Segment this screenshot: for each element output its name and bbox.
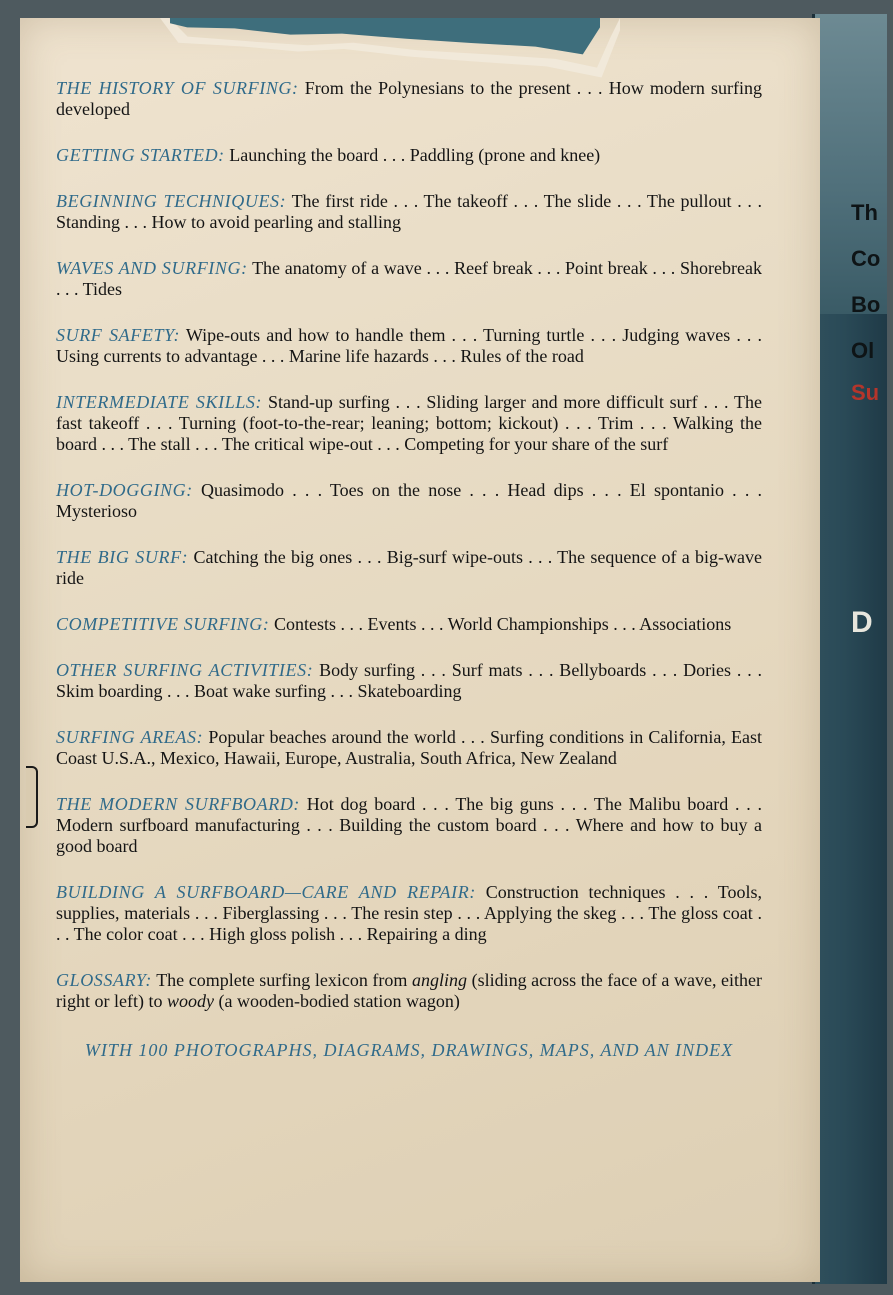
entry-heading: GETTING STARTED: — [56, 145, 225, 165]
entry-heading: WAVES AND SURFING: — [56, 258, 248, 278]
entry-text: Popular beaches around the world . . . Surfing conditions in California, East Coast U.S.A., Mexico, Hawaii, Europe, Australia, South Africa, New Zealand — [56, 727, 763, 768]
book-spine — [812, 14, 887, 1284]
contents-entry — [56, 258, 762, 300]
entry-text: The complete surfing lexicon from — [156, 970, 408, 990]
contents-entry — [56, 614, 762, 635]
spine-letter: Co — [851, 246, 881, 271]
glossary-term: woody — [166, 991, 214, 1011]
entry-heading: BEGINNING TECHNIQUES: — [56, 191, 287, 211]
entry-text: (sliding across the face of a wave, either right or left) to — [56, 970, 763, 1011]
entry-text: Construction techniques . . . Tools, supplies, materials . . . Fiberglassing . . . The resin step . . . Applying the skeg . . . The gloss coat . . . The color coat . . . High gloss polish . . . Repairing a ding — [56, 882, 762, 944]
page-notch — [26, 766, 38, 828]
glossary-entry — [56, 970, 762, 1012]
contents-entry — [56, 794, 762, 857]
entry-text: Wipe-outs and how to handle them . . . Turning turtle . . . Judging waves . . . Using currents to advantage . . . Marine life hazards . . . Rules of the road — [56, 325, 762, 366]
contents-entry — [56, 78, 762, 120]
contents-entry — [56, 145, 762, 166]
entry-heading: OTHER SURFING ACTIVITIES: — [56, 660, 314, 680]
contents-entry — [56, 191, 762, 233]
entry-text: Launching the board . . . Paddling (prone and knee) — [229, 145, 601, 165]
contents-entry — [56, 660, 762, 702]
entry-text: (a wooden-bodied station wagon) — [218, 991, 460, 1011]
contents-entry — [56, 547, 762, 589]
spine-letter: Th — [851, 200, 878, 225]
entry-heading: INTERMEDIATE SKILLS: — [56, 392, 263, 412]
spine-letter: Bo — [851, 292, 881, 317]
entry-text: Catching the big ones . . . Big-surf wipe-outs . . . The sequence of a big-wave ride — [56, 547, 762, 588]
contents-entry — [56, 325, 762, 367]
contents-entry — [56, 882, 762, 945]
entry-heading: HOT-DOGGING: — [56, 480, 193, 500]
entry-text: Hot dog board . . . The big guns . . . The Malibu board . . . Modern surfboard manufacturing . . . Building the custom board . . . Where and how to buy a good board — [56, 794, 762, 856]
entry-heading: THE HISTORY OF SURFING: — [56, 78, 299, 98]
entry-heading: GLOSSARY: — [56, 970, 152, 990]
entry-heading: COMPETITIVE SURFING: — [56, 614, 270, 634]
spine-letter: D — [851, 606, 873, 639]
glossary-term: angling — [412, 970, 468, 990]
entry-text: From the Polynesians to the present . . . How modern surfing developed — [56, 78, 763, 119]
entry-text: Stand-up surfing . . . Sliding larger and more difficult surf . . . The fast takeoff . . . Turning (foot-to-the-rear; leaning; bottom; kickout) . . . Trim . . . Walking the board . . . The stall . . . The critical wipe-out . . . Competing for your share of the surf — [56, 392, 762, 454]
spine-letter: Su — [851, 380, 880, 405]
entry-text: The anatomy of a wave . . . Reef break . . . Point break . . . Shorebreak . . . Tides — [56, 258, 762, 299]
back-cover — [20, 18, 820, 1282]
entry-heading: SURFING AREAS: — [56, 727, 204, 747]
entry-heading: THE MODERN SURFBOARD: — [56, 794, 301, 814]
entry-text: Body surfing . . . Surf mats . . . Bellyboards . . . Dories . . . Skim boarding . . . Boat wake surfing . . . Skateboarding — [56, 660, 763, 701]
spine-letter: Ol — [851, 338, 875, 363]
footer-note: WITH 100 PHOTOGRAPHS, DIAGRAMS, DRAWINGS, MAPS, AND AN INDEX — [84, 1040, 734, 1060]
entry-text: The first ride . . . The takeoff . . . The slide . . . The pullout . . . Standing . . . How to avoid pearling and stalling — [56, 191, 762, 232]
entry-text: Contests . . . Events . . . World Championships . . . Associations — [273, 614, 732, 634]
entry-heading: THE BIG SURF: — [56, 547, 189, 567]
entry-heading: SURF SAFETY: — [56, 325, 181, 345]
contents-entry — [56, 480, 762, 522]
contents-entry — [56, 727, 762, 769]
entry-heading: BUILDING A SURFBOARD—CARE AND REPAIR: — [56, 882, 476, 902]
contents-entry — [56, 392, 762, 455]
contents-list — [56, 78, 762, 1063]
entry-text: Quasimodo . . . Toes on the nose . . . Head dips . . . El spontanio . . . Mysterioso — [56, 480, 762, 521]
entries-container — [56, 78, 762, 945]
